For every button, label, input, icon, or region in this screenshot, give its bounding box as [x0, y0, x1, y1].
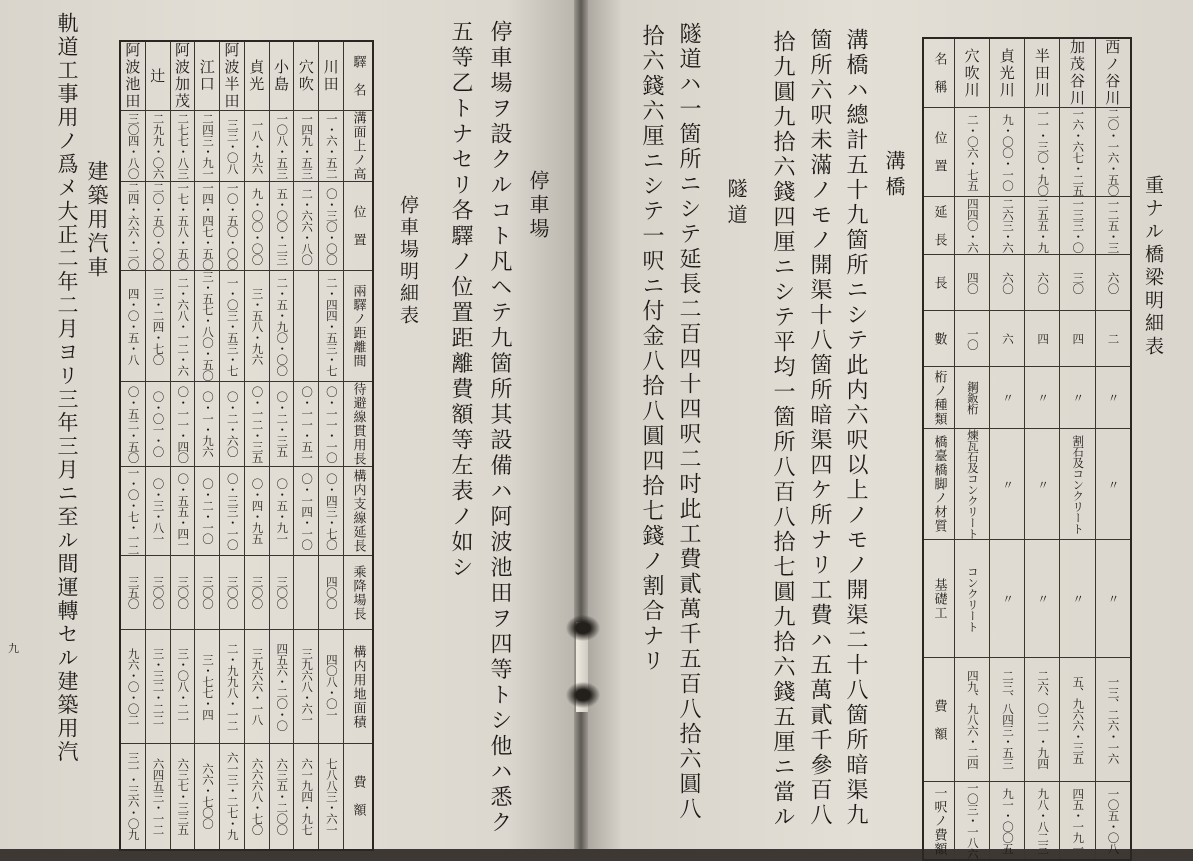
- station-data-cell: [294, 556, 319, 630]
- station-data-cell: 三・五七・八〇・五〇: [195, 271, 220, 382]
- station-table-header: 構内支線延長: [344, 467, 374, 556]
- station-name-cell: 貞光: [244, 41, 269, 111]
- station-data-cell: 三九六八・六一: [294, 630, 319, 744]
- station-table-row: [120, 41, 373, 111]
- station-name-cell: 阿波半田: [220, 41, 245, 111]
- station-data-cell: 〇・三三・一〇: [220, 467, 245, 556]
- station-table-header: 驛 名: [344, 41, 374, 111]
- bridge-table-header: 費 額: [923, 658, 955, 782]
- station-data-cell: 〇・五二・五〇: [120, 382, 145, 467]
- station-table-row: [120, 111, 373, 182]
- culvert-paragraph-col-2: 箇所六呎未滿ノモノ開渠十八箇所暗渠四ケ所ナリ工費ハ五萬貳千參百八: [807, 28, 832, 828]
- bridge-data-cell: 一〇三・一八六: [955, 782, 990, 861]
- bridge-table-row: [923, 311, 1131, 367]
- station-data-cell: 一四・四七・五〇: [195, 182, 220, 271]
- station-table-row: [120, 271, 373, 382]
- bridge-data-cell: 煉瓦石及コンクリート: [955, 429, 990, 540]
- station-data-cell: 二四・六六・二〇: [120, 182, 145, 271]
- station-data-cell: 一・〇・七・一二: [120, 467, 145, 556]
- bridge-table-title: 重ナル橋梁明細表: [1142, 175, 1164, 359]
- bridge-data-cell: 一三三・〇: [1060, 197, 1095, 255]
- bridge-data-cell: 四: [1060, 311, 1095, 367]
- station-name-cell: 小島: [269, 41, 294, 111]
- station-data-cell: 三・〇八・二一: [170, 630, 195, 744]
- bridge-data-cell: 六〇: [1025, 255, 1060, 311]
- station-table-row: [120, 630, 373, 744]
- bridge-data-cell: 〃: [1095, 367, 1131, 429]
- station-data-cell: 〇・一一・五一: [294, 382, 319, 467]
- station-name-cell: 阿波加茂: [170, 41, 195, 111]
- station-data-cell: 〇・一・九六: [195, 382, 220, 467]
- bridge-name-cell: 西ノ谷川: [1095, 38, 1131, 108]
- station-data-cell: 三・五八・九六: [244, 271, 269, 382]
- bridge-data-cell: 〃: [1095, 429, 1131, 540]
- station-data-cell: 一七・五八・五〇: [170, 182, 195, 271]
- station-section-title: 停車場: [526, 170, 550, 242]
- station-data-cell: 三〇〇: [244, 556, 269, 630]
- station-data-cell: 七八八三・六一: [319, 744, 344, 850]
- bridge-data-cell: 鋼鈑桁: [955, 367, 990, 429]
- bridge-data-cell: 九・〇〇・一〇: [990, 108, 1025, 197]
- station-data-cell: 三・二四・七〇: [145, 271, 170, 382]
- station-data-cell: 三三・〇八: [220, 111, 245, 182]
- bridge-data-cell: 四: [1025, 311, 1060, 367]
- bridge-data-cell: 一〇五・〇八: [1095, 782, 1131, 861]
- bridge-data-cell: 五、九六六・三五: [1060, 658, 1095, 782]
- tunnel-paragraph-col-1: 拾六錢六厘ニシテ一呎ニ付金八拾八圓四拾七錢ノ割合ナリ: [639, 24, 664, 674]
- bridge-data-cell: 割石及コンクリート: [1060, 429, 1095, 540]
- bridge-data-cell: 〃: [1095, 540, 1131, 658]
- station-data-cell: 四〇八・〇一: [319, 630, 344, 744]
- tunnel-paragraph-col-2: 隧道ハ一箇所ニシテ延長二百四十四呎二吋此工費貳萬千五百八拾六圓八: [676, 22, 701, 822]
- bridge-data-cell: 四〇: [955, 255, 990, 311]
- bridge-name-cell: 貞光川: [990, 38, 1025, 108]
- station-data-cell: 二・六八・一二・六: [170, 271, 195, 382]
- station-data-cell: 〇・五・九一: [269, 467, 294, 556]
- station-data-cell: 〇・二・六〇: [220, 382, 245, 467]
- station-data-cell: 一〇・五〇・〇〇: [220, 182, 245, 271]
- station-data-cell: 〇・一一・一〇: [319, 382, 344, 467]
- bridge-data-cell: 〃: [1025, 429, 1060, 540]
- book-gutter: [574, 0, 588, 849]
- bridge-data-cell: 六: [990, 311, 1025, 367]
- station-data-cell: 三〇四・八〇: [120, 111, 145, 182]
- station-data-cell: 〇・二・三五: [269, 382, 294, 467]
- bridge-table-header: 一呎ノ費額: [923, 782, 955, 861]
- bridge-table: [922, 37, 1132, 861]
- station-data-cell: 〇・三・八一: [145, 467, 170, 556]
- station-data-cell: 三〇〇: [170, 556, 195, 630]
- station-data-cell: 二・六六・八〇: [294, 182, 319, 271]
- station-data-cell: 三一・三六・〇九: [120, 744, 145, 850]
- station-data-cell: 〇・四三・七〇: [319, 467, 344, 556]
- bridge-data-cell: 九一・〇〇五: [990, 782, 1025, 861]
- bridge-data-cell: 四四〇・六: [955, 197, 990, 255]
- station-name-cell: 穴吹: [294, 41, 319, 111]
- bridge-data-cell: 〃: [990, 367, 1025, 429]
- station-data-cell: 九・〇〇・〇〇: [244, 182, 269, 271]
- station-data-cell: 三五〇: [120, 556, 145, 630]
- station-data-cell: 一四九・五三: [294, 111, 319, 182]
- bridge-table-row: [923, 429, 1131, 540]
- bridge-data-cell: 二三、八四三・五三: [990, 658, 1025, 782]
- station-data-cell: 三〇〇: [145, 556, 170, 630]
- bridge-table-header: 數: [923, 311, 955, 367]
- station-data-cell: 三・七七・四: [195, 630, 220, 744]
- bridge-data-cell: 〃: [1025, 367, 1060, 429]
- station-data-cell: 三〇〇: [195, 556, 220, 630]
- bridge-data-cell: 二・〇六・七五: [955, 108, 990, 197]
- station-data-cell: 三〇〇: [269, 556, 294, 630]
- bridge-table-row: [923, 255, 1131, 311]
- station-data-cell: 四〇〇: [319, 556, 344, 630]
- bridge-data-cell: 〃: [1060, 540, 1095, 658]
- station-data-cell: 〇・三〇・〇〇: [319, 182, 344, 271]
- station-data-cell: 〇・五五・四一: [170, 467, 195, 556]
- station-data-cell: 六一九四・九七: [294, 744, 319, 850]
- bridge-data-cell: 四九、九八六・二四: [955, 658, 990, 782]
- station-data-cell: 六三五・二〇〇: [269, 744, 294, 850]
- bridge-table-header: 名 稱: [923, 38, 955, 108]
- bridge-data-cell: 二五五・九: [1025, 197, 1060, 255]
- bridge-data-cell: 一三、二六・一六: [1095, 658, 1131, 782]
- bridge-table-header: 位 置: [923, 108, 955, 197]
- station-data-cell: 一・〇三・五三・七: [220, 271, 245, 382]
- station-data-cell: 〇・四・九五: [244, 467, 269, 556]
- bridge-table-row: [923, 782, 1131, 861]
- left-notes-column-1: 軌道工事用ノ爲メ大正二年二月ヨリ三年三月ニ至ル間運轉セル建築用汽: [55, 12, 79, 764]
- station-data-cell: 二七七・八三: [170, 111, 195, 182]
- station-data-cell: 六一三・二七・九: [220, 744, 245, 850]
- station-data-cell: 〇・一四・一〇: [294, 467, 319, 556]
- station-data-cell: 一八・九六: [244, 111, 269, 182]
- station-table-header: 乘降場長: [344, 556, 374, 630]
- bridge-data-cell: 〃: [1060, 367, 1095, 429]
- station-data-cell: 三〇〇: [220, 556, 245, 630]
- station-data-cell: 一・六・五二: [319, 111, 344, 182]
- culvert-title: 溝橋: [882, 150, 906, 202]
- bridge-data-cell: 六〇: [1095, 255, 1131, 311]
- station-data-cell: 六四五三・一二: [145, 744, 170, 850]
- station-data-cell: 二・五・九〇・〇〇: [269, 271, 294, 382]
- bridge-data-cell: 二: [1095, 311, 1131, 367]
- bridge-table-row: [923, 108, 1131, 197]
- station-table-header: 兩驛ノ距離間: [344, 271, 374, 382]
- bridge-data-cell: 一二五・三: [1095, 197, 1131, 255]
- bridge-data-cell: 四五・一九一: [1060, 782, 1095, 861]
- bridge-data-cell: 〃: [1025, 540, 1060, 658]
- station-data-cell: 六六・七〇〇: [195, 744, 220, 850]
- bridge-data-cell: 一〇: [955, 311, 990, 367]
- station-name-cell: 阿波池田: [120, 41, 145, 111]
- station-table-header: 溝面上ノ高: [344, 111, 374, 182]
- bridge-table-row: [923, 197, 1131, 255]
- station-table-row: [120, 182, 373, 271]
- bridge-data-cell: 〃: [990, 540, 1025, 658]
- station-table-header: 費 額: [344, 744, 374, 850]
- binding-stitch-bottom: [566, 682, 600, 708]
- page-number: 九: [8, 642, 19, 655]
- station-data-cell: 〇・二・一〇: [195, 467, 220, 556]
- station-table-header: 構内用地面積: [344, 630, 374, 744]
- bridge-data-cell: 一六・六七・二五: [1060, 108, 1095, 197]
- culvert-paragraph-col-1: 拾九圓九拾六錢四厘ニシテ平均一箇所八百八拾七圓九拾六錢五厘ニ當ル: [770, 30, 795, 830]
- station-data-cell: 四・〇・五・八: [120, 271, 145, 382]
- bridge-table-row: [923, 658, 1131, 782]
- bridge-table-header: 延 長: [923, 197, 955, 255]
- station-data-cell: 二・九九八・一二: [220, 630, 245, 744]
- station-data-cell: 五・〇〇・二三: [269, 182, 294, 271]
- bridge-data-cell: 三〇: [1060, 255, 1095, 311]
- bridge-table-row: [923, 540, 1131, 658]
- bridge-table-header: 長: [923, 255, 955, 311]
- station-data-cell: 二四三・九一: [195, 111, 220, 182]
- station-data-cell: 〇・〇一・〇: [145, 382, 170, 467]
- bridge-name-cell: 穴吹川: [955, 38, 990, 108]
- station-table-header: 待避線貫用長: [344, 382, 374, 467]
- bridge-table-row: [923, 38, 1131, 108]
- station-data-cell: 四五六・二〇・〇: [269, 630, 294, 744]
- bridge-data-cell: 六〇: [990, 255, 1025, 311]
- station-table-row: [120, 382, 373, 467]
- station-data-cell: 二九九・〇六: [145, 111, 170, 182]
- bridge-name-cell: 半田川: [1025, 38, 1060, 108]
- station-table-heading: 停車場明細表: [397, 195, 419, 327]
- station-data-cell: 一〇八・五三: [269, 111, 294, 182]
- bridge-data-cell: 二〇・一六・五〇: [1095, 108, 1131, 197]
- station-data-cell: 九六・〇・〇二: [120, 630, 145, 744]
- left-notes-heading: 建築用汽車: [85, 160, 109, 280]
- station-data-cell: 二・四四・五三・七: [319, 271, 344, 382]
- bridge-table-row: [923, 367, 1131, 429]
- station-table: [119, 40, 374, 851]
- station-name-cell: 辻: [145, 41, 170, 111]
- station-paragraph-col-2: 停車場ヲ設クルコト凡ヘテ九箇所其設備ハ阿波池田ヲ四等トシ他ハ悉ク: [487, 20, 512, 836]
- station-data-cell: 六三七・三三五: [170, 744, 195, 850]
- bridge-data-cell: 二六三・六: [990, 197, 1025, 255]
- station-paragraph-col-1: 五等乙トナセリ各驛ノ位置距離費額等左表ノ如シ: [448, 20, 473, 581]
- bridge-data-cell: 二六、〇二一・九四: [1025, 658, 1060, 782]
- station-table-row: [120, 744, 373, 850]
- bridge-table-header: 基礎工: [923, 540, 955, 658]
- binding-stitch-top: [566, 615, 600, 641]
- bridge-name-cell: 加茂谷川: [1060, 38, 1095, 108]
- station-table-header: 位 置: [344, 182, 374, 271]
- culvert-paragraph-col-3: 溝橋ハ總計五十九箇所ニシテ此内六呎以上ノモノ開渠二十八箇所暗渠九: [843, 28, 868, 828]
- bridge-table-header: 橋臺橋脚ノ材質: [923, 429, 955, 540]
- bridge-data-cell: 〃: [990, 429, 1025, 540]
- station-data-cell: 二〇・五〇・〇〇: [145, 182, 170, 271]
- station-table-row: [120, 556, 373, 630]
- station-name-cell: 江口: [195, 41, 220, 111]
- station-data-cell: 三・三二・二二: [145, 630, 170, 744]
- station-name-cell: 川田: [319, 41, 344, 111]
- station-data-cell: 六六六八・七〇: [244, 744, 269, 850]
- station-data-cell: [294, 271, 319, 382]
- station-data-cell: 〇・一一・四〇: [170, 382, 195, 467]
- bridge-table-header: 桁ノ種類: [923, 367, 955, 429]
- station-data-cell: 三九六六・一八: [244, 630, 269, 744]
- bridge-data-cell: コンクリート: [955, 540, 990, 658]
- bridge-data-cell: 九八・八二三: [1025, 782, 1060, 861]
- tunnel-title: 隧道: [724, 178, 748, 230]
- bridge-data-cell: 一一・三〇・九〇: [1025, 108, 1060, 197]
- station-table-row: [120, 467, 373, 556]
- station-data-cell: 〇・一二・三五: [244, 382, 269, 467]
